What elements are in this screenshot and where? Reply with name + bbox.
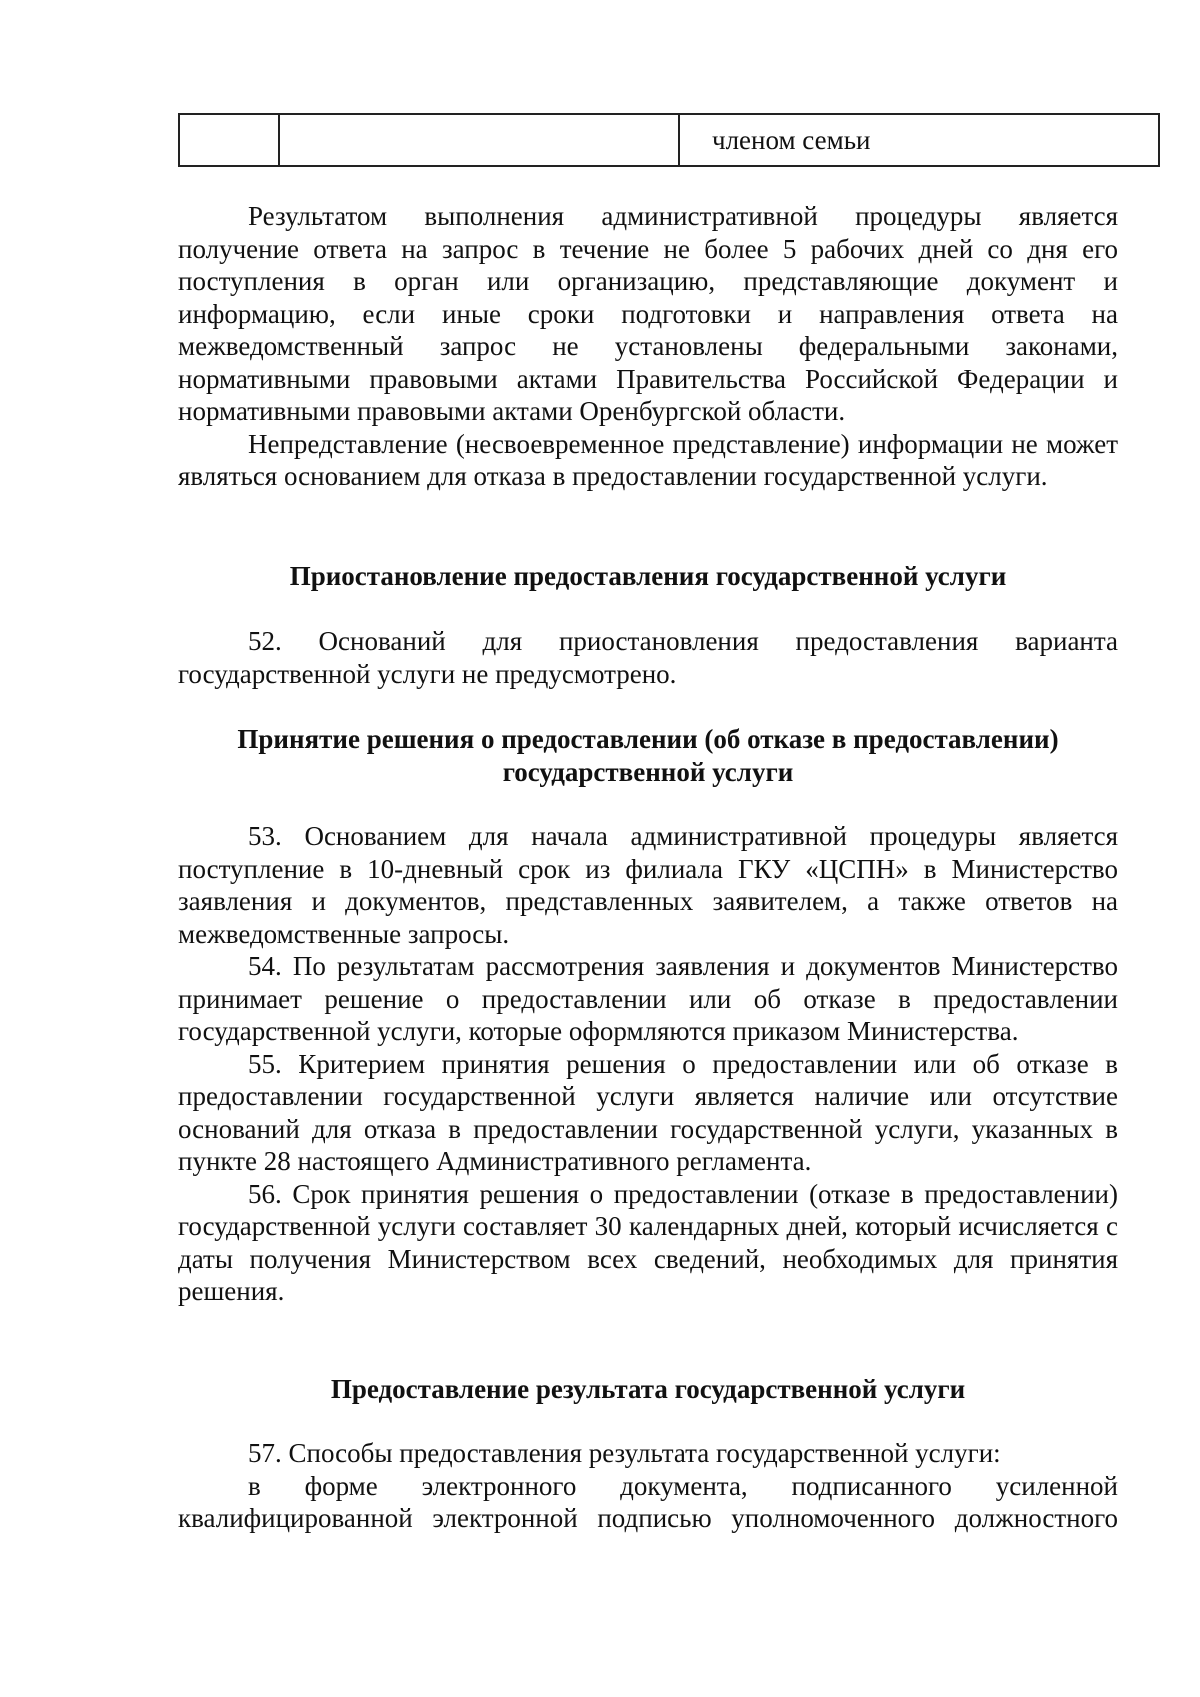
paragraph-52: 52. Оснований для приостановления предоставления варианта государственной услуги не предусмотрено. xyxy=(178,626,1118,689)
section-heading-suspension: Приостановление предоставления государственной услуги xyxy=(289,561,1007,591)
paragraph-result: Результатом выполнения административной процедуры является получение ответа на запрос в течение не более 5 рабочих дней со дня его поступления в орган или организацию, представляющие документ и информацию, если иные сроки подготовки и направления ответа на межведомственный запрос не установлены федеральными законами, нормативными правовыми актами Правительства Российской Федерации и нормативными правовыми актами Оренбургской области. xyxy=(178,201,1118,426)
paragraph-53: 53. Основанием для начала административной процедуры является поступление в 10-дневный срок из филиала ГКУ «ЦСПН» в Министерство заявления и документов, представленных заявителем, а также ответов на межведомственные запросы. xyxy=(178,821,1118,949)
table-cell xyxy=(179,114,279,166)
table-cell: членом семьи xyxy=(679,114,1159,166)
section-heading-decision xyxy=(178,723,1118,788)
result-methods xyxy=(178,1437,1118,1535)
table-row xyxy=(179,114,1159,166)
paragraph-nonsubmission: Непредставление (несвоевременное представление) информации не может являться основанием для отказа в предоставлении государственной услуги. xyxy=(178,428,1118,491)
paragraph-52-block xyxy=(178,625,1118,690)
table-cell xyxy=(279,114,679,166)
paragraph-56: 56. Срок принятия решения о предоставлении (отказе в предоставлении) государственной услуги составляет 30 календарных дней, который исчисляется с даты получения Министерством всех сведений, необходимых для принятия решения. xyxy=(178,1178,1118,1306)
paragraph-57: 57. Способы предоставления результата государственной услуги: xyxy=(248,1438,1001,1468)
decision-paragraphs xyxy=(178,820,1118,1308)
paragraph-55: 55. Критерием принятия решения о предоставлении или об отказе в предоставлении государственной услуги является наличие или отсутствие оснований для отказа в предоставлении государственной услуги, указанных в пункте 28 настоящего Административного регламента. xyxy=(178,1048,1118,1176)
paragraph-54: 54. По результатам рассмотрения заявления и документов Министерство принимает решение о предоставлении или об отказе в предоставлении государственной услуги, которые оформляются приказом Министерства. xyxy=(178,951,1118,1046)
heading-line: Принятие решения о предоставлении (об отказе в предоставлении) xyxy=(237,724,1059,754)
result-paragraphs xyxy=(178,200,1118,493)
heading-line: государственной услуги xyxy=(502,756,794,787)
section-heading-result: Предоставление результата государственной услуги xyxy=(330,1374,966,1404)
table-fragment xyxy=(178,113,1160,167)
paragraph-57-item: в форме электронного документа, подписанного усиленной квалифицированной электронной подписью уполномоченного должностного xyxy=(178,1470,1118,1533)
